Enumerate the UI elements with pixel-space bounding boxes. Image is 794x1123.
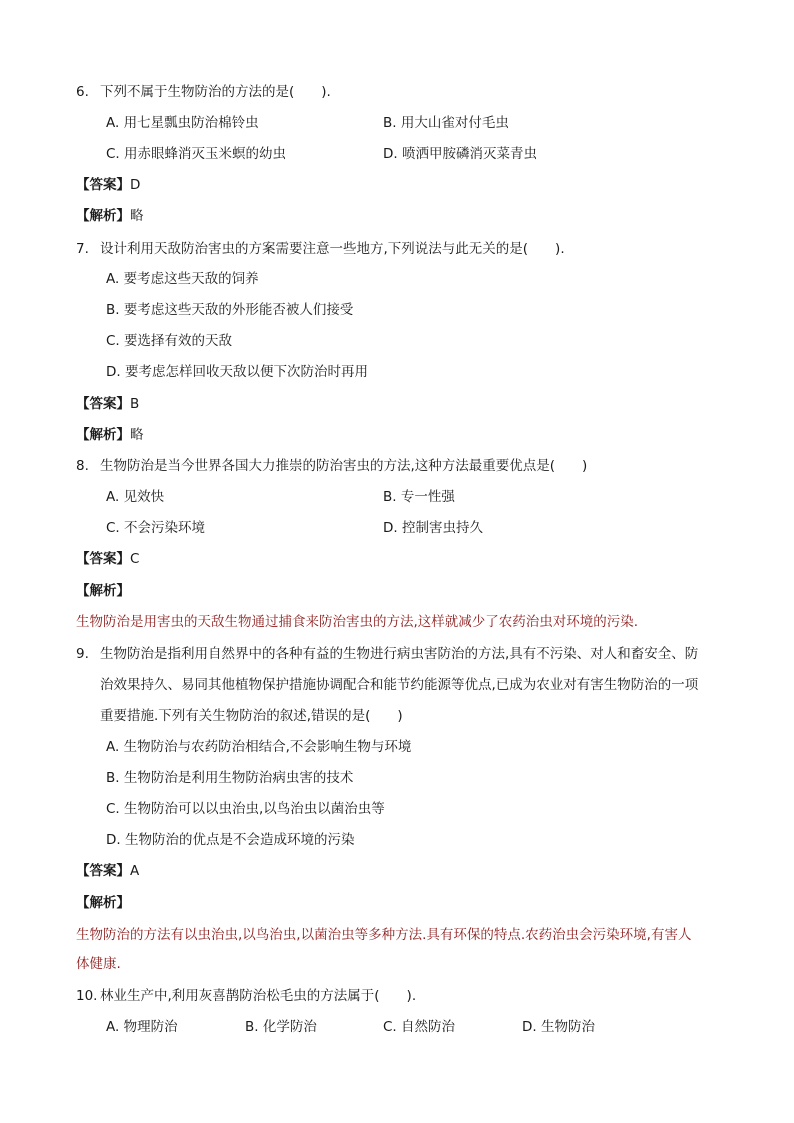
option-c: C. 要选择有效的天敌 <box>106 333 233 349</box>
option-b: B. 化学防治 <box>245 1019 317 1035</box>
answer-line <box>76 176 140 194</box>
option-b: B. 生物防治是利用生物防治病虫害的技术 <box>106 770 354 786</box>
option-c: C. 自然防治 <box>383 1019 456 1035</box>
question-number: 8. <box>76 458 89 474</box>
option-d: D. 生物防治的优点是不会造成环境的污染 <box>106 832 355 848</box>
question-stem-line-2: 治效果持久、易同其他植物保护措施协调配合和能节约能源等优点,已成为农业对有害生物防治的一项 <box>100 677 699 693</box>
answer-tag: 【答案】 <box>76 551 130 567</box>
option-b: B. 用大山雀对付毛虫 <box>383 115 509 131</box>
question-number: 9. <box>76 646 89 662</box>
analysis-text: 生物防治是用害虫的天敌生物通过捕食来防治害虫的方法,这样就减少了农药治虫对环境的污染. <box>76 614 639 630</box>
analysis-line <box>76 207 144 225</box>
option-b: B. 要考虑这些天敌的外形能否被人们接受 <box>106 302 354 318</box>
question-stem-line-1: 生物防治是指利用自然界中的各种有益的生物进行病虫害防治的方法,具有不污染、对人和畜安全、防 <box>100 646 699 662</box>
analysis-value: 略 <box>130 427 144 443</box>
option-a: A. 要考虑这些天敌的饲养 <box>106 271 259 287</box>
option-b: B. 专一性强 <box>383 489 455 505</box>
answer-line <box>76 862 139 880</box>
analysis-text-line-1: 生物防治的方法有以虫治虫,以鸟治虫,以菌治虫等多种方法.具有环保的特点.农药治虫会污染环境,有害人 <box>76 927 692 943</box>
analysis-value: 略 <box>130 208 144 224</box>
option-d: D. 要考虑怎样回收天敌以便下次防治时再用 <box>106 364 368 380</box>
question-8 <box>76 457 587 475</box>
option-a: A. 见效快 <box>106 489 165 505</box>
option-a: A. 物理防治 <box>106 1019 178 1035</box>
option-d: D. 喷洒甲胺磷消灭菜青虫 <box>383 146 537 162</box>
question-stem: 下列不属于生物防治的方法的是( ). <box>100 84 331 100</box>
answer-value: D <box>130 177 141 193</box>
option-a: A. 生物防治与农药防治相结合,不会影响生物与环境 <box>106 739 412 755</box>
answer-tag: 【答案】 <box>76 396 130 412</box>
option-c: C. 生物防治可以以虫治虫,以鸟治虫以菌治虫等 <box>106 801 385 817</box>
question-stem: 生物防治是当今世界各国大力推崇的防治害虫的方法,这种方法最重要优点是( ) <box>100 458 588 474</box>
analysis-line <box>76 894 130 912</box>
question-stem: 林业生产中,利用灰喜鹊防治松毛虫的方法属于( ). <box>100 988 417 1004</box>
analysis-line <box>76 426 144 444</box>
question-stem-line-3: 重要措施.下列有关生物防治的叙述,错误的是( ) <box>100 708 403 724</box>
question-number: 10. <box>76 988 98 1004</box>
analysis-tag: 【解析】 <box>76 583 130 599</box>
answer-value: A <box>130 863 140 879</box>
option-c: C. 用赤眼蜂消灭玉米螟的幼虫 <box>106 146 287 162</box>
analysis-line <box>76 582 130 600</box>
option-d: D. 生物防治 <box>522 1019 595 1035</box>
answer-line <box>76 395 139 413</box>
answer-line <box>76 550 139 568</box>
analysis-tag: 【解析】 <box>76 895 130 911</box>
analysis-tag: 【解析】 <box>76 208 130 224</box>
question-stem: 设计利用天敌防治害虫的方案需要注意一些地方,下列说法与此无关的是( ). <box>100 241 565 257</box>
question-9 <box>76 645 698 663</box>
question-number: 7. <box>76 241 89 257</box>
question-6 <box>76 83 331 101</box>
question-number: 6. <box>76 84 89 100</box>
question-10 <box>76 987 416 1005</box>
question-7 <box>76 240 565 258</box>
analysis-tag: 【解析】 <box>76 427 130 443</box>
option-d: D. 控制害虫持久 <box>383 520 483 536</box>
option-c: C. 不会污染环境 <box>106 520 206 536</box>
option-a: A. 用七星瓢虫防治棉铃虫 <box>106 115 259 131</box>
answer-tag: 【答案】 <box>76 177 130 193</box>
answer-value: C <box>130 551 140 567</box>
answer-value: B <box>130 396 140 412</box>
analysis-text-line-2: 体健康. <box>76 956 121 972</box>
answer-tag: 【答案】 <box>76 863 130 879</box>
